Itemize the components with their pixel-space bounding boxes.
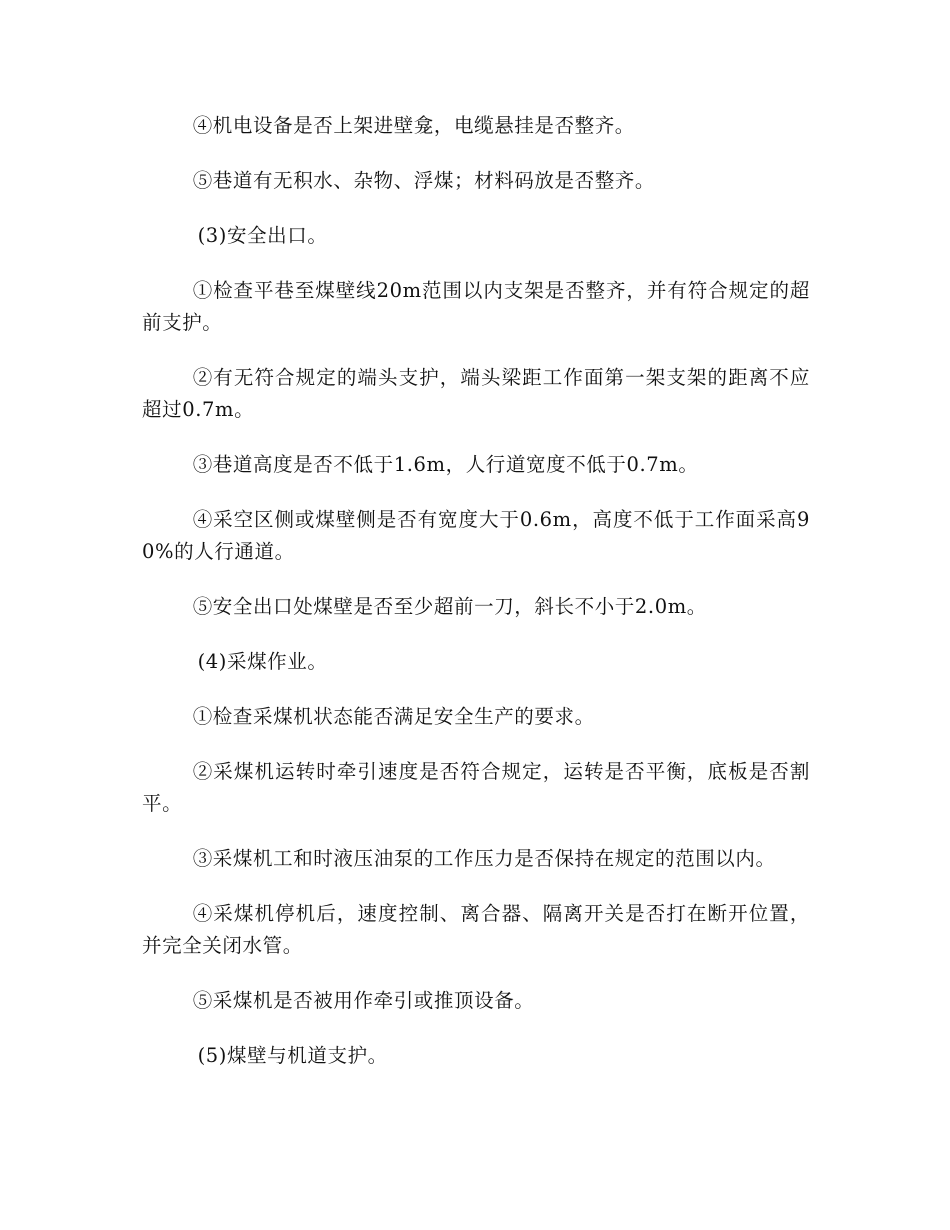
paragraph-mining-item-4: ④采煤机停机后，速度控制、离合器、隔离开关是否打在断开位置，并完全关闭水管。 <box>142 902 810 957</box>
paragraph-mining-item-5: ⑤采煤机是否被用作牵引或推顶设备。 <box>192 989 535 1012</box>
paragraph-mining-item-3: ③采煤机工和时液压油泵的工作压力是否保持在规定的范围以内。 <box>192 847 776 870</box>
paragraph-mining-item-2: ②采煤机运转时牵引速度是否符合规定，运转是否平衡，底板是否割平。 <box>142 760 810 815</box>
paragraph-equipment-niche: ④机电设备是否上架进壁龛，电缆悬挂是否整齐。 <box>192 114 635 137</box>
paragraph-roadway-water: ⑤巷道有无积水、杂物、浮煤；材料码放是否整齐。 <box>192 169 655 192</box>
paragraph-exit-item-3: ③巷道高度是否不低于1.6m，人行道宽度不低于0.7m。 <box>192 453 699 476</box>
section-heading-coal-mining: (4)采煤作业。 <box>197 650 328 673</box>
paragraph-exit-item-5: ⑤安全出口处煤壁是否至少超前一刀，斜长不小于2.0m。 <box>192 595 707 618</box>
section-heading-safety-exit: (3)安全出口。 <box>197 224 328 247</box>
section-heading-wall-support: (5)煤壁与机道支护。 <box>197 1044 388 1067</box>
paragraph-mining-item-1: ①检查采煤机状态能否满足安全生产的要求。 <box>192 705 595 728</box>
document-page <box>142 110 810 1095</box>
paragraph-exit-item-2: ②有无符合规定的端头支护，端头梁距工作面第一架支架的距离不应超过0.7m。 <box>142 366 810 421</box>
paragraph-exit-item-1: ①检查平巷至煤壁线20m范围以内支架是否整齐，并有符合规定的超前支护。 <box>142 279 810 334</box>
paragraph-exit-item-4: ④采空区侧或煤壁侧是否有宽度大于0.6m，高度不低于工作面采高90%的人行通道。 <box>142 508 810 563</box>
